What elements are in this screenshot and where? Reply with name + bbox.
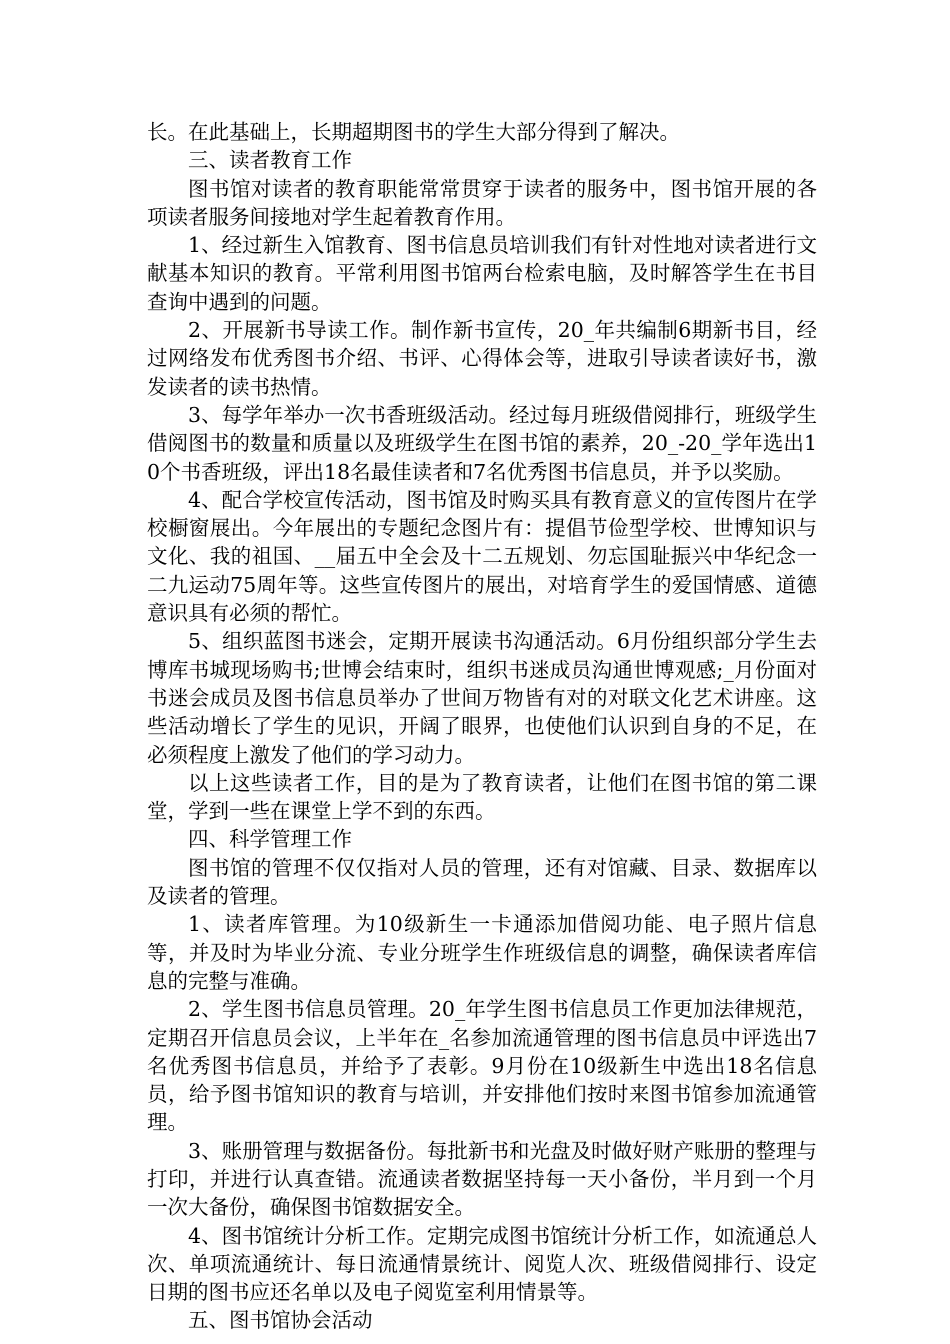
paragraph: 2、开展新书导读工作。制作新书宣传，20_年共编制6期新书目，经过网络发布优秀图书介绍、书评、心得体会等，进取引导读者读好书，激发读者的读书热情。 [147,318,817,399]
paragraph: 4、图书馆统计分析工作。定期完成图书馆统计分析工作，如流通总人次、单项流通统计、每日流通情景统计、阅览人次、班级借阅排行、设定日期的图书应还名单以及电子阅览室利用情景等。 [147,1223,817,1305]
paragraph: 4、配合学校宣传活动，图书馆及时购买具有教育意义的宣传图片在学校橱窗展出。今年展出的专题纪念图片有：提倡节俭型学校、世博知识与文化、我的祖国、__届五中全会及十二五规划、勿忘国耻振兴中华纪念一二九运动75周年等。这些宣传图片的展出，对培育学生的爱国情感、道德意识具有必须的帮忙。 [147,487,817,626]
paragraph: 图书馆对读者的教育职能常常贯穿于读者的服务中，图书馆开展的各项读者服务间接地对学生起着教育作用。 [147,176,817,229]
paragraph: 5、组织蓝图书迷会，定期开展读书沟通活动。6月份组织部分学生去博库书城现场购书;世博会结束时，组织书迷成员沟通世博观感;_月份面对书迷会成员及图书信息员举办了世间万物皆有对的对联文化艺术讲座。这些活动增长了学生的见识，开阔了眼界，也使他们认识到自身的不足，在必须程度上激发了他们的学习动力。 [147,629,817,767]
document-body [147,118,817,1335]
section-heading: 四、科学管理工作 [188,827,352,852]
section-heading: 三、读者教育工作 [188,148,352,173]
paragraph: 长。在此基础上，长期超期图书的学生大部分得到了解决。 [147,120,680,144]
paragraph: 以上这些读者工作，目的是为了教育读者，让他们在图书馆的第二课堂，学到一些在课堂上学不到的东西。 [147,770,817,824]
section-heading: 五、图书馆协会活动 [188,1308,373,1333]
paragraph: 3、账册管理与数据备份。每批新书和光盘及时做好财产账册的整理与打印，并进行认真查错。流通读者数据坚持每一天小备份，半月到一个月一次大备份，确保图书馆数据安全。 [147,1138,817,1220]
paragraph: 3、每学年举办一次书香班级活动。经过每月班级借阅排行，班级学生借阅图书的数量和质量以及班级学生在图书馆的素养，20_-20_学年选出10个书香班级，评出18名最佳读者和7名优秀图书信息员，并予以奖励。 [147,402,817,484]
paragraph: 1、经过新生入馆教育、图书信息员培训我们有针对性地对读者进行文献基本知识的教育。平常利用图书馆两台检索电脑，及时解答学生在书目查询中遇到的问题。 [147,233,817,314]
paragraph: 2、学生图书信息员管理。20_年学生图书信息员工作更加法律规范，定期召开信息员会议，上半年在_名参加流通管理的图书信息员中评选出7名优秀图书信息员，并给予了表彰。9月份在10级新生中选出18名信息员，给予图书馆知识的教育与培训，并安排他们按时来图书馆参加流通管理。 [147,997,817,1135]
paragraph: 图书馆的管理不仅仅指对人员的管理，还有对馆藏、目录、数据库以及读者的管理。 [147,855,817,909]
paragraph: 1、读者库管理。为10级新生一卡通添加借阅功能、电子照片信息等，并及时为毕业分流、专业分班学生作班级信息的调整，确保读者库信息的完整与准确。 [147,912,817,993]
